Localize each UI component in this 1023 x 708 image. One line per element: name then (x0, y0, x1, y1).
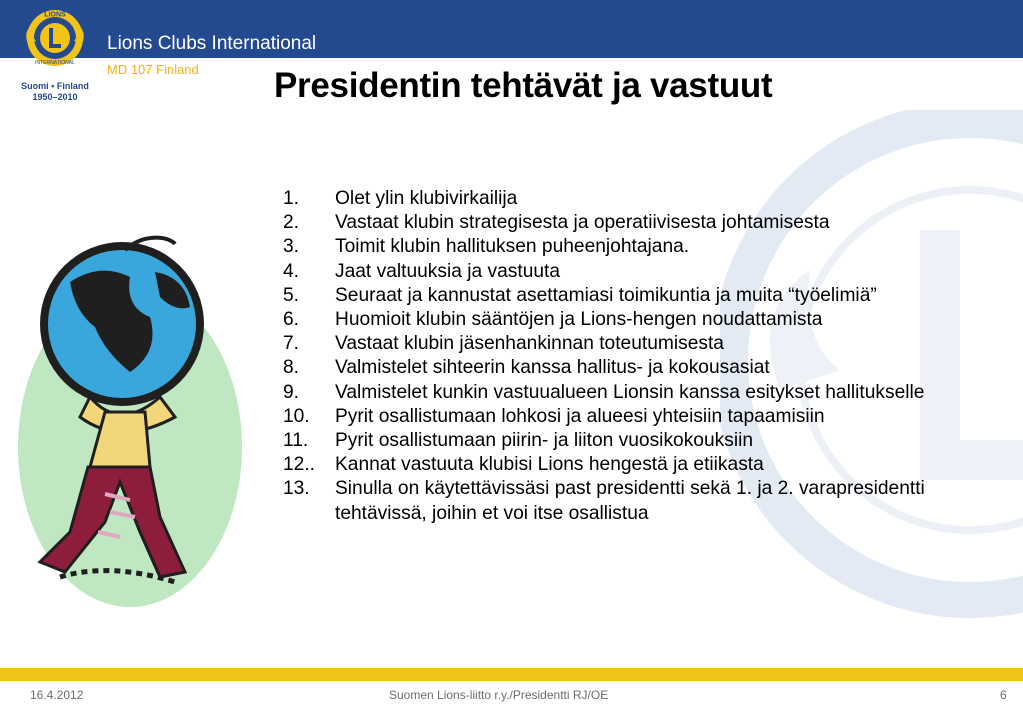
lions-emblem-icon (14, 8, 96, 70)
org-name: Lions Clubs International (107, 33, 317, 54)
footer-bar (0, 668, 1023, 681)
page-number: 6 (1000, 688, 1007, 702)
list-item (283, 381, 1018, 405)
list-item (283, 187, 1018, 211)
list-item-text: Sinulla on käytettävissäsi past presidentti sekä 1. ja 2. varapresidentti tehtävissä, joihin et voi itse osallistua (335, 478, 925, 524)
list-item-number: 1. (283, 188, 300, 209)
list-item (283, 211, 1018, 235)
atlas-globe-icon (10, 232, 250, 612)
list-item-text: Vastaat klubin strategisesta ja operatiivisesta johtamisesta (335, 212, 830, 234)
list-item-number: 10. (283, 405, 310, 427)
list-item-number: 12.. (283, 454, 316, 476)
list-item (283, 284, 1018, 308)
list-item-number: 6. (283, 309, 300, 331)
list-item-text: Toimit klubin hallituksen puheenjohtajana. (335, 236, 690, 258)
logo-bottom-text: INTERNATIONAL (35, 60, 75, 66)
duty-list (283, 187, 1018, 526)
logo-years-text: 1950–2010 (32, 92, 78, 102)
list-item-text: Valmistelet sihteerin kanssa hallitus- ja kokousasiat (335, 357, 770, 379)
list-item-text: Kannat vastuuta klubisi Lions hengestä ja etiikasta (335, 454, 764, 476)
list-item-text: Olet ylin klubivirkailija (335, 188, 518, 209)
list-item (283, 260, 1018, 284)
list-item-number: 13. (283, 478, 310, 500)
list-item-number: 2. (283, 212, 300, 234)
list-item-text: Jaat valtuuksia ja vastuuta (335, 260, 561, 282)
list-item (283, 429, 1018, 453)
list-item-number: 4. (283, 260, 300, 282)
list-item-number: 8. (283, 357, 300, 379)
slide-title: Presidentin tehtävät ja vastuut (274, 66, 773, 105)
district-label: MD 107 Finland (107, 62, 199, 77)
footer-date: 16.4.2012 (30, 688, 84, 702)
footer-source: Suomen Lions-liitto r.y./Presidentti RJ/OE (389, 688, 609, 702)
list-item-text: Seuraat ja kannustat asettamiasi toimikuntia ja muita “työelimiä” (335, 284, 877, 306)
list-item (283, 308, 1018, 332)
list-item-number: 9. (283, 381, 300, 403)
list-item (283, 405, 1018, 429)
list-item (283, 332, 1018, 356)
logo-top-text: LIONS (44, 11, 66, 19)
logo-country-text: Suomi • Finland (21, 81, 89, 91)
list-item (283, 477, 1018, 525)
list-item-text: Vastaat klubin jäsenhankinnan toteutumisesta (335, 333, 724, 355)
list-item-number: 5. (283, 284, 300, 306)
list-item-number: 3. (283, 236, 300, 258)
list-item-number: 7. (283, 333, 300, 355)
list-item (283, 453, 1018, 477)
list-item-text: Pyrit osallistumaan lohkosi ja alueesi yhteisiin tapaamisiin (335, 405, 825, 427)
list-item (283, 235, 1018, 259)
lions-logo (14, 8, 96, 104)
list-item-text: Pyrit osallistumaan piirin- ja liiton vuosikokouksiin (335, 430, 754, 452)
list-item-number: 11. (283, 430, 309, 452)
list-item (283, 356, 1018, 380)
list-item-text: Huomioit klubin sääntöjen ja Lions-hengen noudattamista (335, 309, 823, 331)
list-item-text: Valmistelet kunkin vastuualueen Lionsin kanssa esitykset hallitukselle (335, 381, 925, 403)
